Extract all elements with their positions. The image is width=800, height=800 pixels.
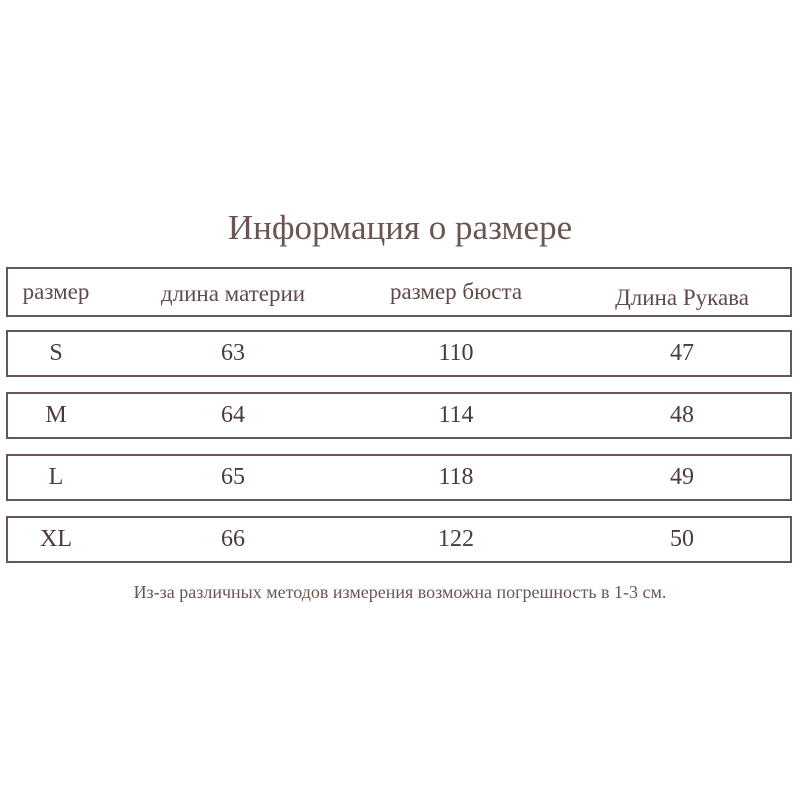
table-row (6, 330, 792, 377)
cell-sleeve-length: 48 (670, 402, 694, 428)
measurement-note: Из-за различных методов измерения возможна погрешность в 1-3 см. (133, 582, 667, 602)
table-row (6, 516, 792, 563)
table-row (6, 392, 792, 439)
cell-size: L (48, 464, 64, 490)
cell-garment-length: 63 (221, 340, 245, 366)
cell-size: XL (40, 526, 72, 552)
table-row (6, 454, 792, 501)
table-header-row (6, 267, 792, 317)
header-garment-length: длина материи (160, 281, 306, 306)
cell-sleeve-length: 49 (670, 464, 694, 490)
cell-garment-length: 66 (221, 526, 245, 552)
cell-bust-size: 118 (438, 464, 474, 490)
cell-sleeve-length: 50 (670, 526, 694, 552)
cell-sleeve-length: 47 (670, 340, 694, 366)
page-title: Информация о размере (227, 208, 573, 247)
cell-size: S (49, 340, 63, 366)
cell-bust-size: 110 (438, 340, 474, 366)
header-size: размер (22, 279, 90, 304)
header-bust-size: размер бюста (389, 279, 523, 304)
cell-garment-length: 64 (221, 402, 245, 428)
cell-bust-size: 114 (438, 402, 474, 428)
cell-garment-length: 65 (221, 464, 245, 490)
cell-size: M (45, 402, 67, 428)
cell-bust-size: 122 (438, 526, 474, 552)
header-sleeve-length: Длина Рукава (615, 285, 749, 310)
